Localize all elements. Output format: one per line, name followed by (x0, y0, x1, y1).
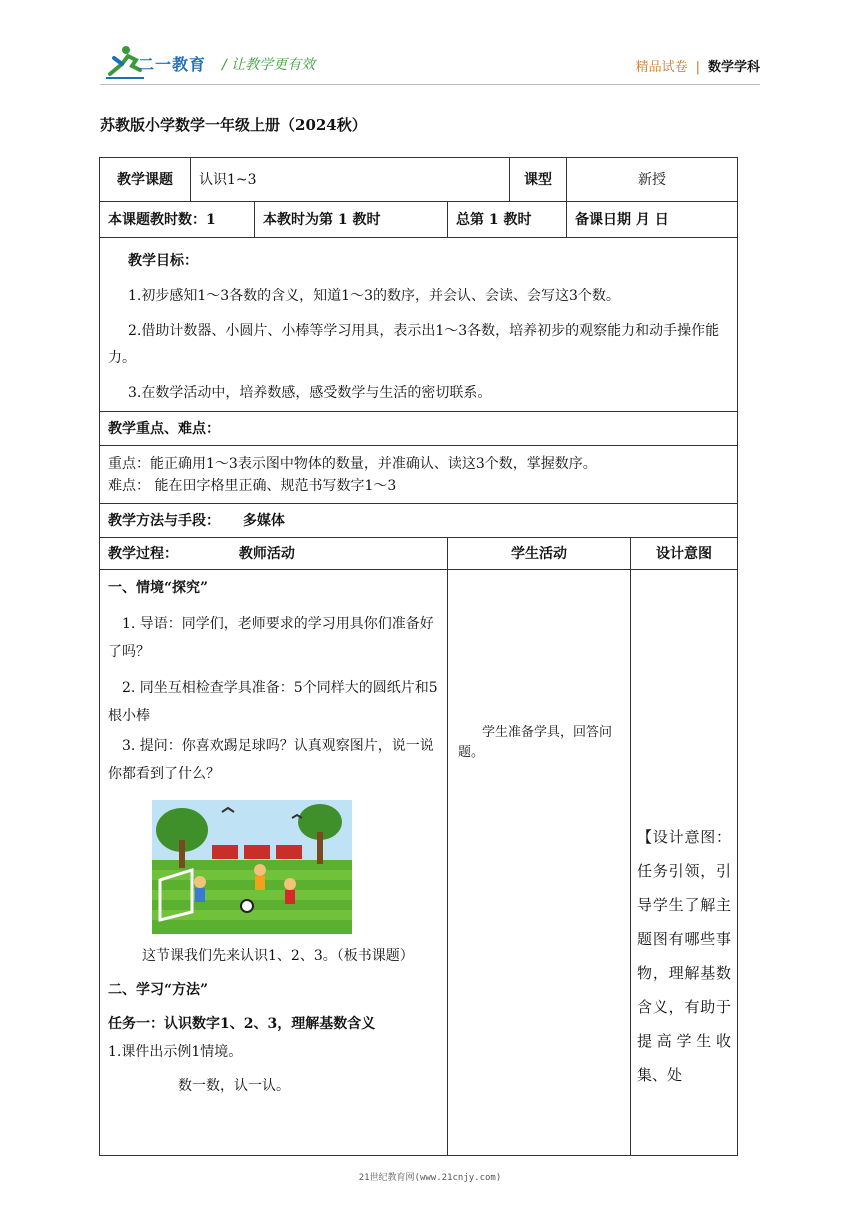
objectives-heading: 教学目标： (128, 253, 198, 269)
tag-quality: 精品试卷 (635, 60, 688, 75)
focus-text: 重点：能正确用1～3表示图中物体的数量，并准确认、读这3个数，掌握数序。 (108, 455, 597, 472)
key-points-heading: 教学重点、难点： (100, 412, 738, 446)
total-period: 总第 1 教时 (448, 202, 567, 238)
step-intro: 1. 导语：同学们，老师要求的学习用具你们准备好了吗？ (108, 616, 434, 660)
student-activity-label: 学生活动 (448, 538, 631, 570)
tag-subject: 数学学科 (707, 60, 760, 75)
step-question: 3. 提问：你喜欢踢足球吗？认真观察图片，说一说你都看到了什么？ (108, 738, 434, 782)
soccer-scene-image (152, 800, 352, 934)
item-one-sub: 数一数，认一认。 (178, 1078, 290, 1094)
topic-value: 认识1~3 (191, 158, 510, 202)
design-intent-cell (631, 570, 738, 1156)
this-period: 本教时为第 1 教时 (255, 202, 448, 238)
teacher-activity-label: 教师活动 (238, 545, 295, 562)
item-one: 1.课件出示例1情境。 (108, 1044, 243, 1060)
objectives-cell (100, 238, 738, 412)
difficulty-text: 难点： 能在田字格里正确、规范书写数字1～3 (108, 477, 397, 494)
page-footer: 21世纪教育网(www.21cnjy.com) (358, 1173, 502, 1183)
process-header-teacher (100, 538, 448, 570)
student-activity-text: 学生准备学具，回答问题。 (458, 724, 613, 760)
label-topic: 教学课题 (100, 158, 191, 202)
header-tags: 精品试卷 | 数学学科 (635, 60, 760, 75)
teacher-activity-cell (100, 570, 448, 1156)
objective-item: 1.初步感知1～3各数的含义，知道1～3的数序，并会认、会读、会写这3个数。 (128, 288, 620, 304)
methods-row (100, 504, 738, 538)
objective-item: 3.在数学活动中，培养数感，感受数学与生活的密切联系。 (128, 385, 492, 401)
header-divider (100, 84, 760, 85)
label-lesson-type: 课型 (510, 158, 567, 202)
lesson-type-value: 新授 (567, 158, 738, 202)
design-intent-text: 【设计意图：任务引领，引导学生了解主题图有哪些事物，理解基数含义，有助于提高学生收集、处 (637, 828, 732, 1084)
process-label: 教学过程： (108, 545, 178, 562)
document-title: 苏教版小学数学一年级上册（2024秋） (100, 116, 367, 134)
step-check: 2. 同坐互相检查学具准备：5个同样大的圆纸片和5根小棒 (108, 680, 438, 724)
prep-date: 备课日期 月 日 (567, 202, 738, 238)
logo-text: 二一教育 (138, 55, 207, 74)
methods-value: 多媒体 (242, 512, 285, 529)
methods-label: 教学方法与手段： (108, 512, 220, 529)
after-picture-text: 这节课我们先来认识1、2、3。（板书课题） (142, 948, 414, 964)
section-method: 二、学习“方法” (108, 982, 209, 998)
section-situation: 一、情境“探究” (108, 580, 209, 596)
page-header (0, 0, 860, 95)
objective-item: 2.借助计数器、小圆片、小棒等学习用具，表示出1～3各数，培养初步的观察能力和动手操作能力。 (108, 323, 720, 366)
student-activity-cell (448, 570, 631, 1156)
slogan: / 让教学更有效 (222, 57, 316, 73)
soccer-field-illustration-icon (152, 800, 352, 934)
key-points-cell (100, 446, 738, 504)
period-count: 本课题教时数：1 (100, 202, 255, 238)
task-one: 任务一：认识数字1、2、3，理解基数含义 (108, 1016, 376, 1032)
design-intent-label: 设计意图 (631, 538, 738, 570)
lesson-plan-table (99, 157, 738, 1156)
